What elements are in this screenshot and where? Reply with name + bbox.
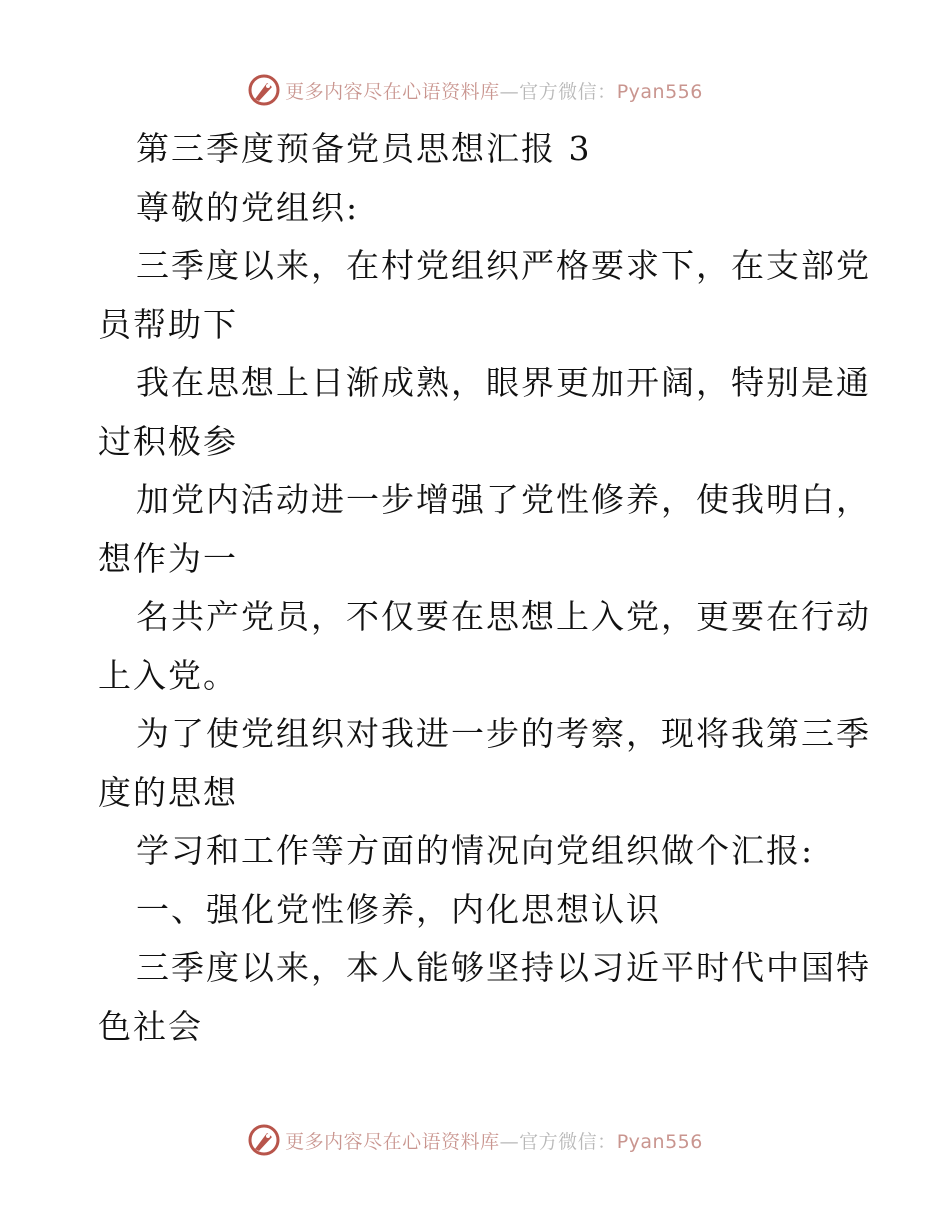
paragraph-line: 上入党。 [98, 655, 238, 695]
paragraph-line: 我在思想上日渐成熟，眼界更加开阔，特别是通 [136, 363, 871, 402]
paragraph-line: 名共产党员，不仅要在思想上入党，更要在行动 [136, 597, 871, 636]
paragraph-line: 学习和工作等方面的情况向党组织做个汇报: [136, 831, 815, 870]
paragraph-line: 加党内活动进一步增强了党性修养，使我明白， [136, 480, 871, 519]
salutation: 尊敬的党组织: [136, 187, 360, 227]
document-title: 第三季度预备党员思想汇报 3 [136, 129, 592, 168]
paragraph-line: 过积极参 [98, 421, 238, 461]
paragraph-line: 三季度以来，本人能够坚持以习近平时代中国特 [136, 948, 871, 987]
paragraph-line: 度的思想 [98, 772, 238, 812]
paragraph-line: 为了使党组织对我进一步的考察，现将我第三季 [136, 714, 871, 753]
document-body [98, 120, 871, 1056]
paragraph-line: 色社会 [98, 1006, 203, 1046]
paragraph-line: 员帮助下 [98, 304, 238, 344]
paragraph-line: 三季度以来，在村党组织严格要求下，在支部党 [136, 246, 871, 285]
footer-banner [0, 1120, 950, 1160]
fountain-pen-circle-icon [247, 1123, 281, 1157]
fountain-pen-circle-icon [247, 73, 281, 107]
banner-text: 更多内容尽在心语资料库—官方微信：Pyan556 [285, 80, 703, 103]
section-heading: 一、强化党性修养，内化思想认识 [136, 889, 661, 929]
paragraph-line: 想作为一 [98, 538, 238, 578]
header-banner [0, 70, 950, 110]
banner-text: 更多内容尽在心语资料库—官方微信：Pyan556 [285, 1130, 703, 1153]
